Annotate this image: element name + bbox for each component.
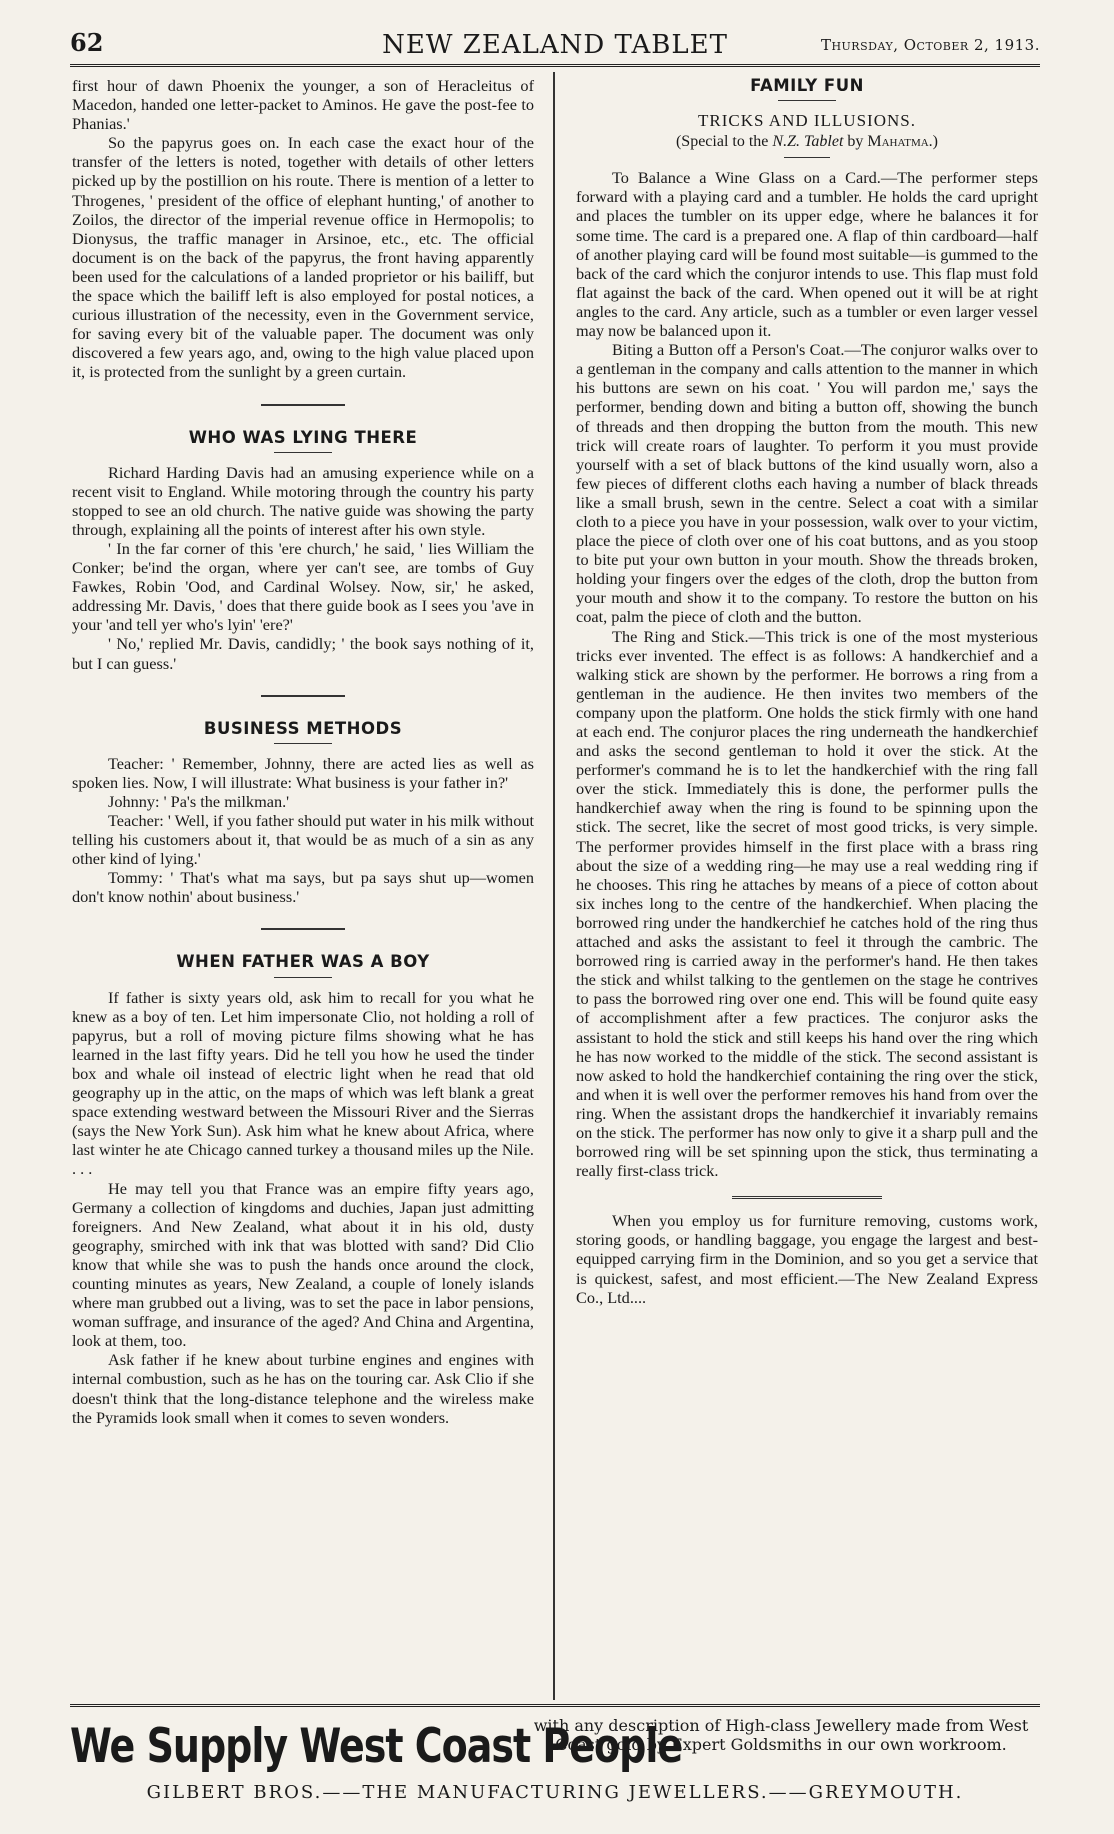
father-paragraph-1: If father is sixty years old, ask him to recall for you what he knew as a boy of ten. Let him impersonate Clio, not holding a roll of papyrus, but a roll of moving picture films showing what he has learned in the last fifty years. Did he tell you how he used the tinder box and whale oil instead of electric light when he read that old geography up in the attic, on the maps of which was left blank a great space extending westward between the Missouri River and the Sierras (says the New York Sun). Ask him what he knew about Africa, where last winter he ate Chicago canned turkey a thousand miles up the Nile. . . . <box>72 987 534 1179</box>
byline-prefix: (Special to the <box>675 133 769 151</box>
lying-paragraph-1: Richard Harding Davis had an amusing experience while on a recent visit to England. While motoring through the country his party stopped to see an old church. The native guide was showing the party through, explaining all the points of interest after his own style. <box>72 462 534 539</box>
jewellery-advertisement <box>70 1714 1040 1818</box>
express-company-notice: When you employ us for furniture removing, customs work, storing goods, or handling baggage, you engage the largest and best-equipped carrying firm in the Dominion, and so you get a service that is quickest, safest, and most efficient.—The New Zealand Express Co., Ltd.... <box>576 1211 1038 1307</box>
lying-paragraph-3: ' No,' replied Mr. Davis, candidly; ' the book says nothing of it, but I can guess.' <box>72 634 534 673</box>
newspaper-title: NEW ZEALAND TABLET <box>382 30 728 60</box>
father-paragraph-3: Ask father if he knew about turbine engines and engines with internal combustion, such as he has on the touring car. Ask Clio if she doesn't think that the long-distance telephone and the wireless make the Pyramids look small when it comes to seven wonders. <box>72 1350 534 1427</box>
papyrus-paragraph-1: first hour of dawn Phoenix the younger, a son of Heracleitus of Macedon, handed one letter-packet to Aminos. He gave the post-fee to Phanias.' <box>72 76 534 134</box>
article-byline <box>576 132 1038 151</box>
papyrus-paragraph-2: So the papyrus goes on. In each case the exact hour of the transfer of the letters is noted, together with details of other letters picked up by the postillion on his route. There is mention of a letter to Throgenes, ' president of the office of elephant hunting,' of another to Zoilos, the director of the imperial revenue office in Hermopolis; to Dionysus, the traffic manager in Arsinoe, etc., etc. The official document is on the back of the papyrus, the front having apparently been used for the calculations of a landed proprietor or his bailiff, but the space which the bailiff left is also employed for postal notices, a curious illustration of the necessity, even in the Government service, for saving every bit of the valuable paper. The document was only discovered a few years ago, and, owing to the high value placed upon it, is protected from the sunlight by a green curtain. <box>72 133 534 382</box>
business-paragraph-1: Teacher: ' Remember, Johnny, there are acted lies as well as spoken lies. Now, I will illustrate: What business is your father in?' <box>72 753 534 792</box>
heading-rule <box>274 743 332 744</box>
page-number: 62 <box>70 28 104 57</box>
ad-headline: We Supply West Coast People <box>70 1718 683 1773</box>
father-paragraph-2: He may tell you that France was an empire fifty years ago, Germany a collection of kingdoms and duchies, Japan just admitting foreigners. And New Zealand, what about it in his old, dusty geography, smirched with ink that was blotted with sand? Did Clio know that while she was to push the hands once around the clock, counting minutes as years, New Zealand, a couple of lonely islands where man grubbed out a living, was to set the pace in labor pensions, woman suffrage, and insurance of the aged? And China and Argentina, look at them, too. <box>72 1178 534 1351</box>
lying-paragraph-2: ' In the far corner of this 'ere church,' he said, ' lies William the Conker; be'ind the organ, where yer can't see, are tombs of Guy Fawkes, Robin 'Ood, and Cardinal Wolsey. Now, sir,' he asked, addressing Mr. Davis, ' does that there guide book as I sees you 'ave in your 'and tell yer who's lyin' 'ere?' <box>72 538 534 635</box>
heading-rule <box>274 452 332 453</box>
ad-body: with any description of High-class Jewellery made from West Coast gold by Expert Goldsmiths in our own workroom. <box>533 1716 1029 1754</box>
byline-by: by <box>847 133 864 151</box>
ad-footer: GILBERT BROS.——THE MANUFACTURING JEWELLERS.——GREYMOUTH. <box>146 1782 964 1803</box>
byline-publication: N.Z. Tablet <box>772 133 844 151</box>
article-subtitle: TRICKS AND ILLUSIONS. <box>698 111 916 131</box>
byline-rule <box>784 157 830 158</box>
section-separator <box>261 695 345 697</box>
masthead-rule <box>70 64 1040 67</box>
section-separator <box>261 928 345 930</box>
trick-ring-stick: The Ring and Stick.—This trick is one of the most mysterious tricks ever invented. The effect is as follows: A handkerchief and a walking stick are shown by the performer. He borrows a ring from a gentleman in the audience. He then invites two members of the company upon the platform. One holds the stick firmly with one hand at each end. The conjuror places the ring underneath the handkerchief and asks the second gentleman to hold it over the stick. At the performer's command he is to let the handkerchief with the ring fall over the stick. Immediately this is done, the performer pulls the handkerchief away when the ring is found to be spinning upon the stick. The secret, like the secret of most good tricks, is very simple. The performer provides himself in the first place with a brass ring about the size of a wedding ring—he may use a real wedding ring if he chooses. This ring he attaches by means of a piece of cotton about six inches long to the centre of the handkerchief. When placing the borrowed ring under the handkerchief he catches hold of the ring thus attached and asks the assistant to feel it through the cambric. The borrowed ring is carried away in the performer's hand. He then takes the stick and whilst talking to the gentlemen on the stage he contrives to pass the borrowed ring over one end. This will be found quite easy of accomplishment after a few practices. The conjuror asks the assistant to hold the stick and still keeps his hand over the ring which he has now worked to the middle of the stick. The second assistant is now asked to hold the handkerchief containing the ring over the stick, and when it is well over the performer removes his hand from over the ring. When the assistant drops the handkerchief it invariably remains on the stick. The performer has now only to give it a sharp pull and the borrowed ring will be set spinning upon the stick, thus terminating a really first-class trick. <box>576 626 1038 1181</box>
byline-author: Mahatma.) <box>867 133 939 151</box>
heading-rule <box>274 977 332 978</box>
heading-rule <box>778 100 836 101</box>
section-separator <box>261 404 345 406</box>
masthead <box>70 28 1040 62</box>
trick-button: Biting a Button off a Person's Coat.—The conjuror walks over to a gentleman in the company and calls attention to the manner in which his buttons are sewn on his coat. ' You will pardon me,' says the performer, bending down and biting a button off, showing the bunch of threads and then dropping the button from the mouth. This new trick will create roars of laughter. To perform it you must provide yourself with a set of black buttons of the kind usually worn, also a few pieces of different cloths each having a number of black threads like a small brush, sewn in the centre. Select a coat with a similar cloth to a piece you have in your possession, walk over to your victim, place the piece of cloth over one of his coat buttons, and as you stoop to bite put your own button in your mouth. Show the threads broken, holding your fingers over the edges of the cloth, drop the button from your mouth and show it to the company. To restore the button on his coat, palm the piece of cloth and the button. <box>576 340 1038 627</box>
right-column <box>576 76 1038 1307</box>
issue-date: Thursday, October 2, 1913. <box>820 36 1040 54</box>
business-paragraph-3: Teacher: ' Well, if you father should put water in his milk without telling his customers about it, that would be as much of a sin as any other kind of lying.' <box>72 811 534 869</box>
section-separator <box>732 1196 882 1201</box>
left-column <box>72 76 534 1427</box>
article-heading-family-fun: FAMILY FUN <box>750 76 864 95</box>
trick-wine-glass: To Balance a Wine Glass on a Card.—The performer steps forward with a playing card and a tumbler. He holds the card upright and places the tumbler on its upper edge, where he balances it for some time. The card is a prepared one. A flap of thin cardboard—half of another playing card will be found most suitable—is gummed to the back of the card which the conjuror intends to use. This flap must fold flat against the back of the card. When opened out it will be at right angles to the card. Any article, such as a tumbler or even larger vessel may now be balanced upon it. <box>576 168 1038 341</box>
advertisement-rule <box>70 1704 1040 1707</box>
article-heading-business: BUSINESS METHODS <box>203 718 403 738</box>
article-heading-father: WHEN FATHER WAS A BOY <box>176 952 430 972</box>
article-heading-lying: WHO WAS LYING THERE <box>188 427 418 447</box>
business-paragraph-4: Tommy: ' That's what ma says, but pa says shut up—women don't know nothin' about business.' <box>72 868 534 907</box>
business-paragraph-2: Johnny: ' Pa's the milkman.' <box>108 791 290 811</box>
column-divider <box>553 72 555 1700</box>
